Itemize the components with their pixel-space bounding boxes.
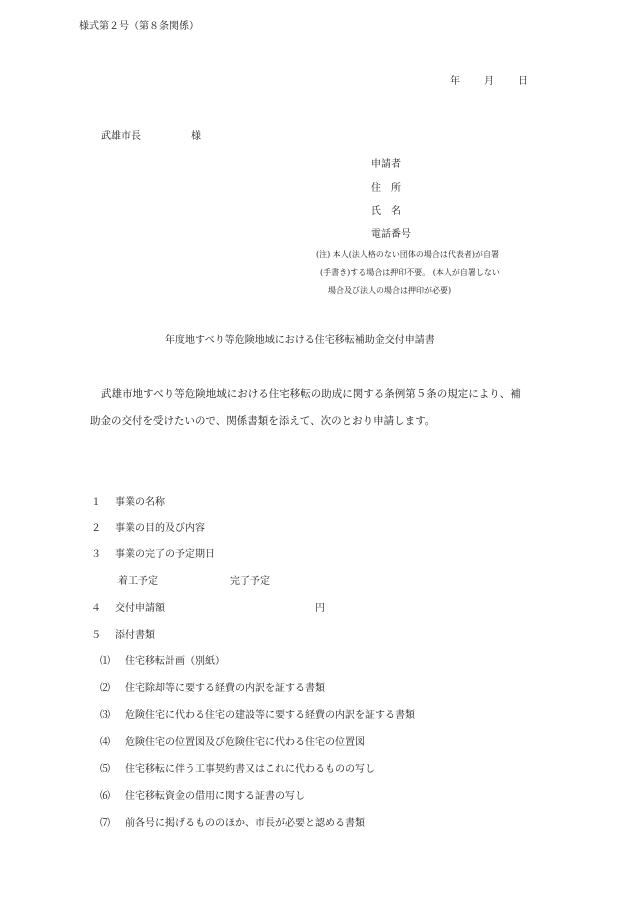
attachment-5-text: 住宅移転に伴う工事契約書又はこれに代わるものの写し	[125, 764, 375, 775]
start-planned-label: 着工予定	[118, 576, 158, 587]
item-3-number: ３	[91, 549, 101, 560]
item-4-unit: 円	[315, 603, 325, 614]
date-day: 日	[518, 76, 528, 87]
attachment-3-number: ⑶	[100, 710, 110, 721]
addressee-honorific: 様	[191, 131, 201, 142]
applicant-title: 申請者	[371, 159, 401, 170]
attachment-4-text: 危険住宅の位置図及び危険住宅に代わる住宅の位置図	[125, 737, 365, 748]
date-year: 年	[450, 76, 460, 87]
item-5-number: ５	[91, 630, 101, 641]
applicant-phone: 電話番号	[371, 229, 411, 240]
attachment-6-text: 住宅移転資金の借用に関する証書の写し	[125, 791, 305, 802]
signature-note-line-1: (注) 本人(法人格のない団体の場合は代表者)が自署	[316, 250, 500, 259]
attachment-1-text: 住宅移転計画（別紙）	[125, 656, 225, 667]
body-text-line-2: 助金の交付を受けたいので、関係書類を添えて、次のとおり申請します。	[90, 415, 436, 427]
applicant-name: 氏 名	[371, 206, 401, 217]
document-title: 年度地すべり等危険地域における住宅移転補助金交付申請書	[165, 335, 435, 346]
signature-note-line-2: (手書き)する場合は押印不要。 (本人が自署しない	[320, 268, 500, 277]
attachment-7-number: ⑺	[100, 818, 110, 829]
item-1-number: １	[91, 497, 101, 508]
body-text-line-1: 武雄市地すべり等危険地域における住宅移転の助成に関する条例第５条の規定により、補	[101, 388, 521, 400]
item-2-number: ２	[91, 523, 101, 534]
item-1-label: 事業の名称	[115, 497, 165, 508]
item-2-label: 事業の目的及び内容	[115, 523, 205, 534]
attachment-2-text: 住宅除却等に要する経費の内訳を証する書類	[125, 683, 325, 694]
attachment-6-number: ⑹	[100, 791, 110, 802]
item-3-label: 事業の完了の予定期日	[115, 549, 215, 560]
applicant-address: 住 所	[371, 183, 401, 194]
item-4-number: ４	[91, 603, 101, 614]
attachment-4-number: ⑷	[100, 737, 110, 748]
attachment-7-text: 前各号に掲げるもののほか、市長が必要と認める書類	[125, 818, 365, 829]
item-4-label: 交付申請額	[115, 603, 165, 614]
form-number: 様式第２号（第８条関係）	[79, 21, 199, 32]
attachment-1-number: ⑴	[100, 656, 110, 667]
addressee-name: 武雄市長	[101, 131, 141, 142]
attachment-3-text: 危険住宅に代わる住宅の建設等に要する経費の内訳を証する書類	[125, 710, 415, 721]
item-5-label: 添付書類	[115, 630, 155, 641]
attachment-5-number: ⑸	[100, 764, 110, 775]
signature-note-line-3: 場合及び法人の場合は押印が必要)	[328, 286, 452, 295]
attachment-2-number: ⑵	[100, 683, 110, 694]
date-month: 月	[484, 76, 494, 87]
completion-planned-label: 完了予定	[230, 576, 270, 587]
